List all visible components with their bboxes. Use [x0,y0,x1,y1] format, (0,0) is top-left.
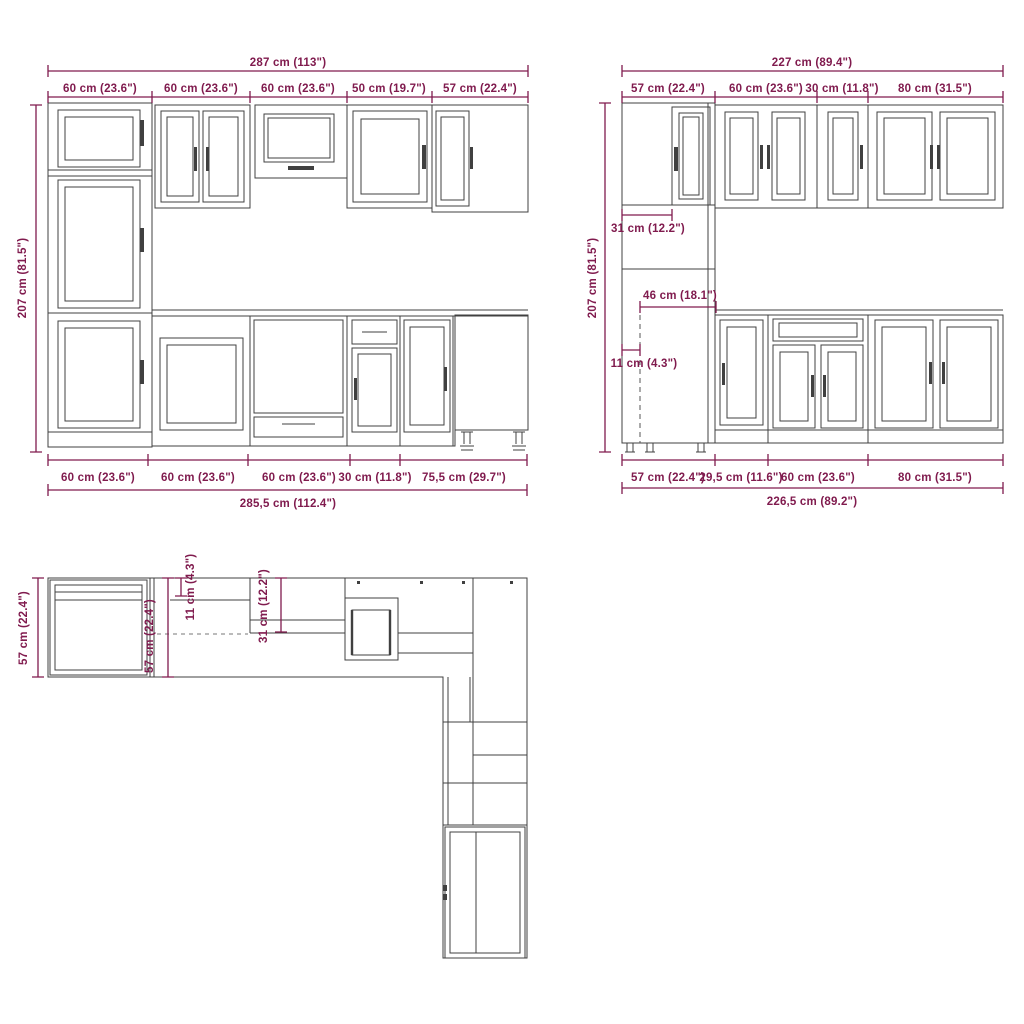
front-height-dimension: 207 cm (81.5") [17,237,29,319]
front-wall-cabinet-double-door [155,105,250,208]
front-top-segment-2: 60 cm (23.6") [164,83,238,95]
plan-outline [48,578,527,958]
side-height-dimension: 207 cm (81.5") [587,237,599,319]
front-top-total-dimension: 287 cm (113") [249,57,327,69]
front-top-segment-4: 50 cm (19.7") [352,83,426,95]
plan-view-dimensions [18,554,287,677]
plan-view-figure [18,554,527,958]
plan-corner-unit [345,598,473,660]
front-elevation-figure [17,57,528,510]
side-bottom-segment-2: 29,5 cm (11.6") [699,472,783,484]
front-wall-cabinet-flip-door [255,105,347,178]
plan-corner-base-cabinet-left [50,578,154,677]
side-top-segment-1: 57 cm (22.4") [631,83,705,95]
side-elevation-figure [587,57,1003,508]
side-wall-depth-dimension: 31 cm (12.2") [611,223,685,235]
side-wall-cabinets [715,105,1003,208]
side-bottom-segment-1: 57 cm (22.4") [631,472,705,484]
plan-run-depth-dimension: 57 cm (22.4") [144,599,156,673]
side-top-segment-3: 30 cm (11.8") [805,83,879,95]
side-top-total-dimension: 227 cm (89.4") [771,57,853,69]
side-tall-cabinet [622,103,715,452]
front-tall-cabinet [48,103,152,447]
front-corner-wall-cabinet [432,105,528,212]
plan-plinth-recess-dimension: 11 cm (4.3") [185,553,197,621]
side-bottom-segment-4: 80 cm (31.5") [898,472,972,484]
side-elevation-dimensions [587,57,1003,508]
side-bottom-segment-3: 60 cm (23.6") [781,472,855,484]
front-bottom-segment-4: 30 cm (11.8") [338,472,412,484]
plan-wall-depth-dimension: 31 cm (12.2") [258,569,270,643]
front-elevation-dimensions [17,57,528,510]
front-top-segment-1: 60 cm (23.6") [63,83,137,95]
front-bottom-segment-3: 60 cm (23.6") [262,472,336,484]
front-top-segment-3: 60 cm (23.6") [261,83,335,95]
front-bottom-segment-5: 75,5 cm (29.7") [422,472,506,484]
front-corner-base-panel [455,315,528,450]
side-top-segment-2: 60 cm (23.6") [729,83,803,95]
side-top-segment-4: 80 cm (31.5") [898,83,972,95]
side-base-depth-dimension: 46 cm (18.1") [643,290,717,302]
side-bottom-total-dimension: 226,5 cm (89.2") [766,496,858,508]
front-top-segment-5: 57 cm (22.4") [443,83,517,95]
front-wall-cabinet-single-door [347,105,432,208]
side-plinth-recess-dimension: 11 cm (4.3") [610,358,678,370]
plan-right-run [357,578,527,958]
front-bottom-segment-1: 60 cm (23.6") [61,472,135,484]
plan-left-depth-dimension: 57 cm (22.4") [18,591,30,665]
front-bottom-total-dimension: 285,5 cm (112.4") [239,498,337,510]
side-base-cabinets [715,310,1003,443]
front-base-cabinets [152,310,528,446]
front-bottom-segment-2: 60 cm (23.6") [161,472,235,484]
